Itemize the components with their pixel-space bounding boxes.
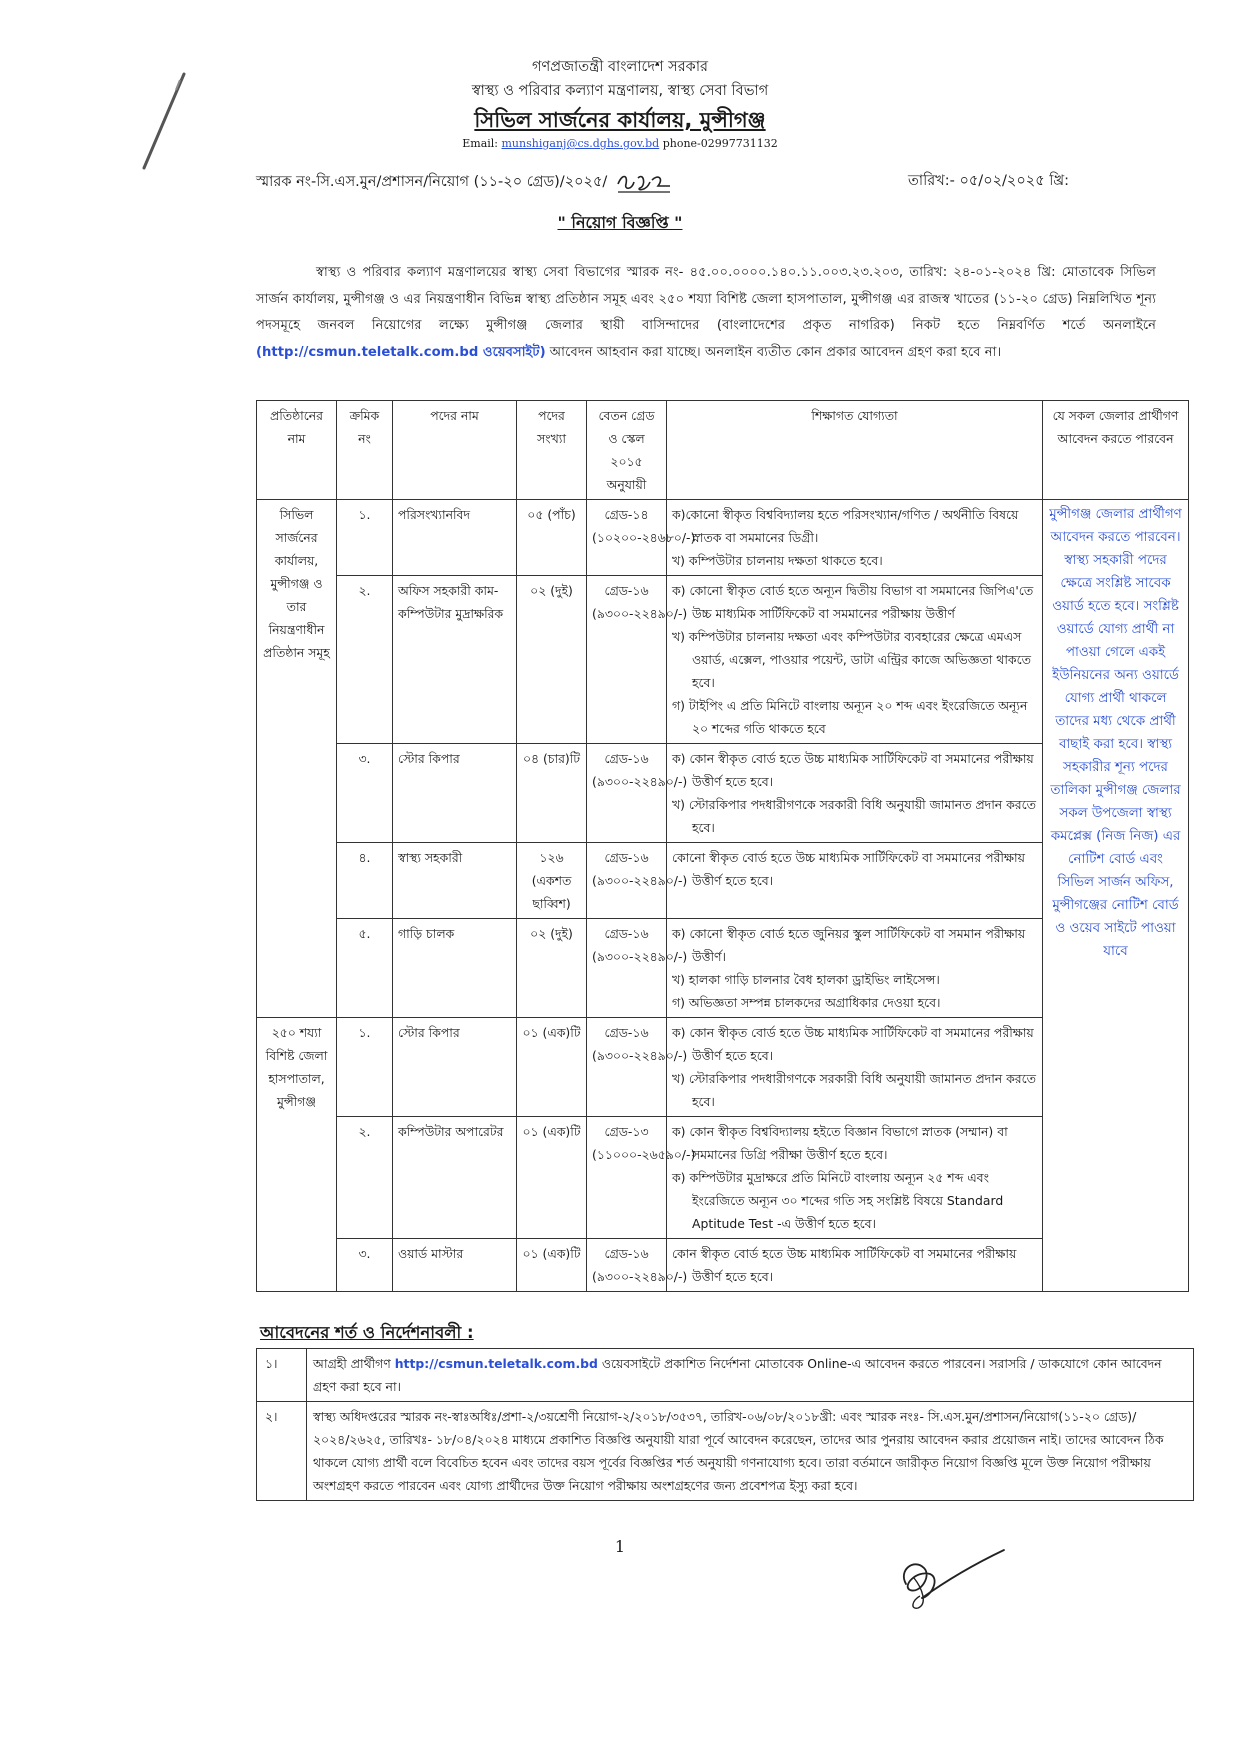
serial-cell: ২. [337,1117,393,1239]
post-cell: স্টোর কিপার [393,1018,517,1117]
header-ministry: স্বাস্থ্য ও পরিবার কল্যাণ মন্ত্রণালয়, স্বাস্থ্য সেবা বিভাগ [471,83,769,99]
condition-number: ১। [257,1349,307,1402]
vacancy-table-header [257,401,1189,500]
pay-cell: গ্রেড-১৬ (৯৩০০-২২৪৯০/-) [587,1239,667,1292]
conditions-table [256,1348,1194,1501]
post-cell: ওয়ার্ড মাস্টার [393,1239,517,1292]
qualification-line: গ) অভিজ্ঞতা সম্পন্ন চালকদের অগ্রাধিকার দেওয়া হবে। [672,995,941,1010]
condition-text [307,1349,1194,1402]
post-cell: কম্পিউটার অপারেটর [393,1117,517,1239]
intro-website-link[interactable]: (http://csmun.teletalk.com.bd ওয়েবসাইট) [256,344,546,360]
serial-cell: ১. [337,1018,393,1117]
qualification-line: খ) কম্পিউটার চালনায় দক্ষতা এবং কম্পিউটার ব্যবহারের ক্ষেত্রে এমএস ওয়ার্ড, এক্সেল, পাওয়ার পয়েন্ট, ডাটা এন্ট্রির কাজে অভিজ্ঞতা থাকতে হবে। [672,629,1031,690]
table-row [257,1349,1194,1402]
post-cell: গাড়ি চালক [393,919,517,1018]
serial-cell: ৩. [337,744,393,843]
header-government: গণপ্রজাতন্ত্রী বাংলাদেশ সরকার [531,59,708,75]
serial-cell: ৫. [337,919,393,1018]
count-cell: ০১ (এক)টি [517,1117,587,1239]
qualification-line: কোন স্বীকৃত বোর্ড হতে উচ্চ মাধ্যমিক সার্টিফিকেট বা সমমানের পরীক্ষায় উত্তীর্ণ হতে হবে। [672,1246,1017,1284]
pay-cell: গ্রেড-১৬ (৯৩০০-২২৪৯০/-) [587,843,667,919]
notice-title-text: " নিয়োগ বিজ্ঞপ্তি " [557,213,683,232]
intro-text-after: আবেদন আহবান করা যাচ্ছে। অনলাইন ব্যতীত কোন প্রকার আবেদন গ্রহণ করা হবে না। [545,344,1002,360]
pay-cell: গ্রেড-১৪ (১০২০০-২৪৬৮০/-) [587,500,667,576]
condition-website-link[interactable]: http://csmun.teletalk.com.bd [394,1356,598,1371]
qualification-cell [667,919,1043,1018]
qualification-line: খ) স্টোরকিপার পদধারীগণকে সরকারী বিধি অনুযায়ী জামানত প্রদান করতে হবে। [672,797,1036,835]
qualification-line: ক) কোনো স্বীকৃত বোর্ড হতে জুনিয়র স্কুল সার্টিফিকেট বা সমমান পরীক্ষায় উত্তীর্ণ। [672,926,1026,964]
intro-paragraph [256,260,1156,366]
date-value: ০৫/০২/২০২৫ খ্রি: [959,173,1070,189]
email-link[interactable]: munshiganj@cs.dghs.gov.bd [501,137,660,150]
header-institution: প্রতিষ্ঠানের নাম [257,401,337,500]
notice-title [0,210,1240,237]
qualification-line: ক) কোন স্বীকৃত বোর্ড হতে উচ্চ মাধ্যমিক সার্টিফিকেট বা সমমানের পরীক্ষায় উত্তীর্ণ হতে হবে। [672,751,1034,789]
count-cell: ০৫ (পাঁচ) [517,500,587,576]
qualification-line: খ) স্টোরকিপার পদধারীগণকে সরকারী বিধি অনুযায়ী জামানত প্রদান করতে হবে। [672,1071,1036,1109]
qualification-cell [667,843,1043,919]
serial-cell: ২. [337,576,393,744]
signature [892,1544,1012,1616]
eligibility-cell: মুন্সীগঞ্জ জেলার প্রার্থীগণ আবেদন করতে পারবেন। স্বাস্থ্য সহকারী পদের ক্ষেত্রে সংশ্লিষ্ট সাবেক ওয়ার্ড হতে হবে। সংশ্লিষ্ট ওয়ার্ডে যোগ্য প্রার্থী না পাওয়া গেলে একই ইউনিয়নের অন্য ওয়ার্ডে যোগ্য প্রার্থী থাকলে তাদের মধ্য থেকে প্রার্থী বাছাই করা হবে। স্বাস্থ্য সহকারীর শূন্য পদের তালিকা মুন্সীগঞ্জ জেলার সকল উপজেলা স্বাস্থ্য কমপ্লেক্স (নিজ নিজ) এর নোটিশ বোর্ড এবং সিভিল সার্জন অফিস, মুন্সীগঞ্জের নোটিশ বোর্ড ও ওয়েব সাইটে পাওয়া যাবে [1043,500,1189,1292]
serial-cell: ৩. [337,1239,393,1292]
condition-text [307,1402,1194,1501]
header-qualification: শিক্ষাগত যোগ্যতা [667,401,1043,500]
pay-cell: গ্রেড-১৩ (১১০০০-২৬৫৯০/-) [587,1117,667,1239]
count-cell: ০১ (এক)টি [517,1239,587,1292]
count-cell: ০২ (দুই) [517,919,587,1018]
qualification-line: গ) টাইপিং এ প্রতি মিনিটে বাংলায় অন্যূন ২০ শব্দ এবং ইংরেজিতে অন্যূন ২০ শব্দের গতি থাকতে হবে [672,698,1028,736]
qualification-line: খ) কম্পিউটার চালনায় দক্ষতা থাকতে হবে। [672,553,883,568]
page-number: 1 [614,1537,626,1556]
condition-text-after: ওয়েবসাইটে প্রকাশিত নির্দেশনা মোতাবেক Online-এ আবেদন করতে পারবেন। সরাসরি / ডাকযোগে কোন আবেদন গ্রহণ করা হবে না। [313,1356,1162,1394]
memo-handwritten-number [616,170,672,194]
memo-reference [256,170,672,195]
qualification-cell [667,1117,1043,1239]
qualification-cell [667,500,1043,576]
qualification-line: খ) হালকা গাড়ি চালনার বৈধ হালকা ড্রাইভিং লাইসেন্স। [672,972,940,987]
count-cell: ০২ (দুই) [517,576,587,744]
qualification-cell [667,1018,1043,1117]
intro-text-before: স্বাস্থ্য ও পরিবার কল্যাণ মন্ত্রণালয়ের স্বাস্থ্য সেবা বিভাগের স্মারক নং- ৪৫.০০.০০০০.১৪০.১১.০০৩.২৩.২০৩, তারিখ: ২৪-০১-২০২৪ খ্রি: মোতাবেক সিভিল সার্জন কার্যালয়, মুন্সীগঞ্জ ও এর নিয়ন্ত্রণাধীন বিভিন্ন স্বাস্থ্য প্রতিষ্ঠান সমূহ এবং ২৫০ শয্যা বিশিষ্ট জেলা হাসপাতাল, মুন্সীগঞ্জ এর রাজস্ব খাতের (১১-২০ গ্রেড) নিম্নলিখিত শূন্য পদসমূহে জনবল নিয়োগের লক্ষ্যে মুন্সীগঞ্জ জেলার স্থায়ী বাসিন্দাদের (বাংলাদেশের প্রকৃত নাগরিক) নিকট হতে নিম্নবর্ণিত শর্তে অনলাইনে [256,265,1156,333]
header-pay: বেতন গ্রেড ও স্কেল ২০১৫ অনুযায়ী [587,401,667,500]
pay-cell: গ্রেড-১৬ (৯৩০০-২২৪৯০/-) [587,1018,667,1117]
header-post: পদের নাম [393,401,517,500]
post-cell: পরিসংখ্যানবিদ [393,500,517,576]
condition-text-before: স্বাস্থ্য অধিদপ্তরের স্মারক নং-স্বাঃঅধিঃ/প্রশা-২/৩য়শ্রেণী নিয়োগ-২/২০১৮/৩৫৩৭, তারিখ-০৬/০৮/২০১৮খ্রী: এবং স্মারক নংঃ- সি.এস.মুন/প্রশাসন/নিয়োগ(১১-২০ গ্রেড)/২০২৪/২৬২৫, তারিখঃ- ১৮/০৪/২০২৪ মাধ্যমে প্রকাশিত বিজ্ঞপ্তি অনুযায়ী যারা পূর্বে আবেদন করেছেন, তাদের আর পুনরায় আবেদন করার প্রয়োজন নাই। তাদের আবেদন ঠিক থাকলে যোগ্য প্রার্থী বলে বিবেচিত হবেন এবং তাদের বয়স পূর্বের বিজ্ঞপ্তির শর্ত অনুযায়ী গণনাযোগ্য হবে। তারা বর্তমানে জারীকৃত নিয়োগ বিজ্ঞপ্তি মূলে উক্ত নিয়োগ পরীক্ষায় অংশগ্রহণ করতে পারবেন এবং যোগ্য প্রার্থীদের উক্ত নিয়োগ পরীক্ষায় অংশগ্রহণের জন্য প্রবেশপত্র ইস্যু করা হবে। [313,1409,1164,1493]
header-eligibility: যে সকল জেলার প্রার্থীগণ আবেদন করতে পারবেন [1043,401,1189,500]
qualification-line: ক) কম্পিউটার মুদ্রাক্ষরে প্রতি মিনিটে বাংলায় অন্যূন ২৫ শব্দ এবং ইংরেজিতে অন্যূন ৩০ শব্দের গতি সহ সংশ্লিষ্ট বিষয়ে Standard Aptitude Test -এ উত্তীর্ণ হতে হবে। [672,1170,1004,1231]
qualification-line: ক)কোনো স্বীকৃত বিশ্ববিদ্যালয় হতে পরিসংখ্যান/গণিত / অর্থনীতি বিষয়ে স্নাতক বা সমমানের ডিগ্রী। [672,507,1019,545]
post-cell: স্বাস্থ্য সহকারী [393,843,517,919]
count-cell: ০১ (এক)টি [517,1018,587,1117]
qualification-line: ক) কোন স্বীকৃত বোর্ড হতে উচ্চ মাধ্যমিক সার্টিফিকেট বা সমমানের পরীক্ষায় উত্তীর্ণ হতে হবে। [672,1025,1034,1063]
condition-text-before: আগ্রহী প্রার্থীগণ [313,1356,395,1371]
header-contact [0,137,1240,150]
header-count: পদের সংখ্যা [517,401,587,500]
phone-text: phone-02997731132 [662,137,778,150]
qualification-cell [667,1239,1043,1292]
qualification-line: ক) কোন স্বীকৃত বিশ্ববিদ্যালয় হইতে বিজ্ঞান বিভাগে স্নাতক (সম্মান) বা সমমানের ডিগ্রি পরীক্ষা উত্তীর্ণ হতে হবে। [672,1124,1008,1162]
qualification-cell [667,576,1043,744]
table-row [257,1402,1194,1501]
header-serial: ক্রমিক নং [337,401,393,500]
header-office: সিভিল সার্জনের কার্যালয়, মুন্সীগঞ্জ [474,108,766,132]
date-label: তারিখ:- [908,173,955,189]
table-row [257,500,1189,576]
qualification-cell [667,744,1043,843]
count-cell: ০৪ (চার)টি [517,744,587,843]
post-cell: স্টোর কিপার [393,744,517,843]
memo-ref-text: স্মারক নং-সি.এস.মুন/প্রশাসন/নিয়োগ (১১-২০ গ্রেড)/২০২৫/ [256,174,608,190]
email-label: Email: [462,137,498,150]
institution-cell: সিভিল সার্জনের কার্যালয়, মুন্সীগঞ্জ ও তার নিয়ন্ত্রণাধীন প্রতিষ্ঠান সমূহ [257,500,337,1018]
institution-cell: ২৫০ শয্যা বিশিষ্ট জেলা হাসপাতাল, মুন্সীগঞ্জ [257,1018,337,1292]
condition-number: ২। [257,1402,307,1501]
pay-cell: গ্রেড-১৬ (৯৩০০-২২৪৯০/-) [587,576,667,744]
serial-cell: ১. [337,500,393,576]
memo-date [908,170,1069,194]
count-cell: ১২৬ (একশত ছাব্বিশ) [517,843,587,919]
serial-cell: ৪. [337,843,393,919]
post-cell: অফিস সহকারী কাম-কম্পিউটার মুদ্রাক্ষরিক [393,576,517,744]
qualification-line: কোনো স্বীকৃত বোর্ড হতে উচ্চ মাধ্যমিক সার্টিফিকেট বা সমমানের পরীক্ষায় উত্তীর্ণ হতে হবে। [672,850,1025,888]
conditions-title: আবেদনের শর্ত ও নির্দেশনাবলী : [260,1323,474,1342]
pay-cell: গ্রেড-১৬ (৯৩০০-২২৪৯০/-) [587,919,667,1018]
pay-cell: গ্রেড-১৬ (৯৩০০-২২৪৯০/-) [587,744,667,843]
qualification-line: ক) কোনো স্বীকৃত বোর্ড হতে অন্যূন দ্বিতীয় বিভাগ বা সমমানের জিপিএ'তে উচ্চ মাধ্যমিক সার্টিফিকেট বা সমমানের পরীক্ষায় উত্তীর্ণ [672,583,1034,621]
vacancy-table [256,400,1189,1292]
